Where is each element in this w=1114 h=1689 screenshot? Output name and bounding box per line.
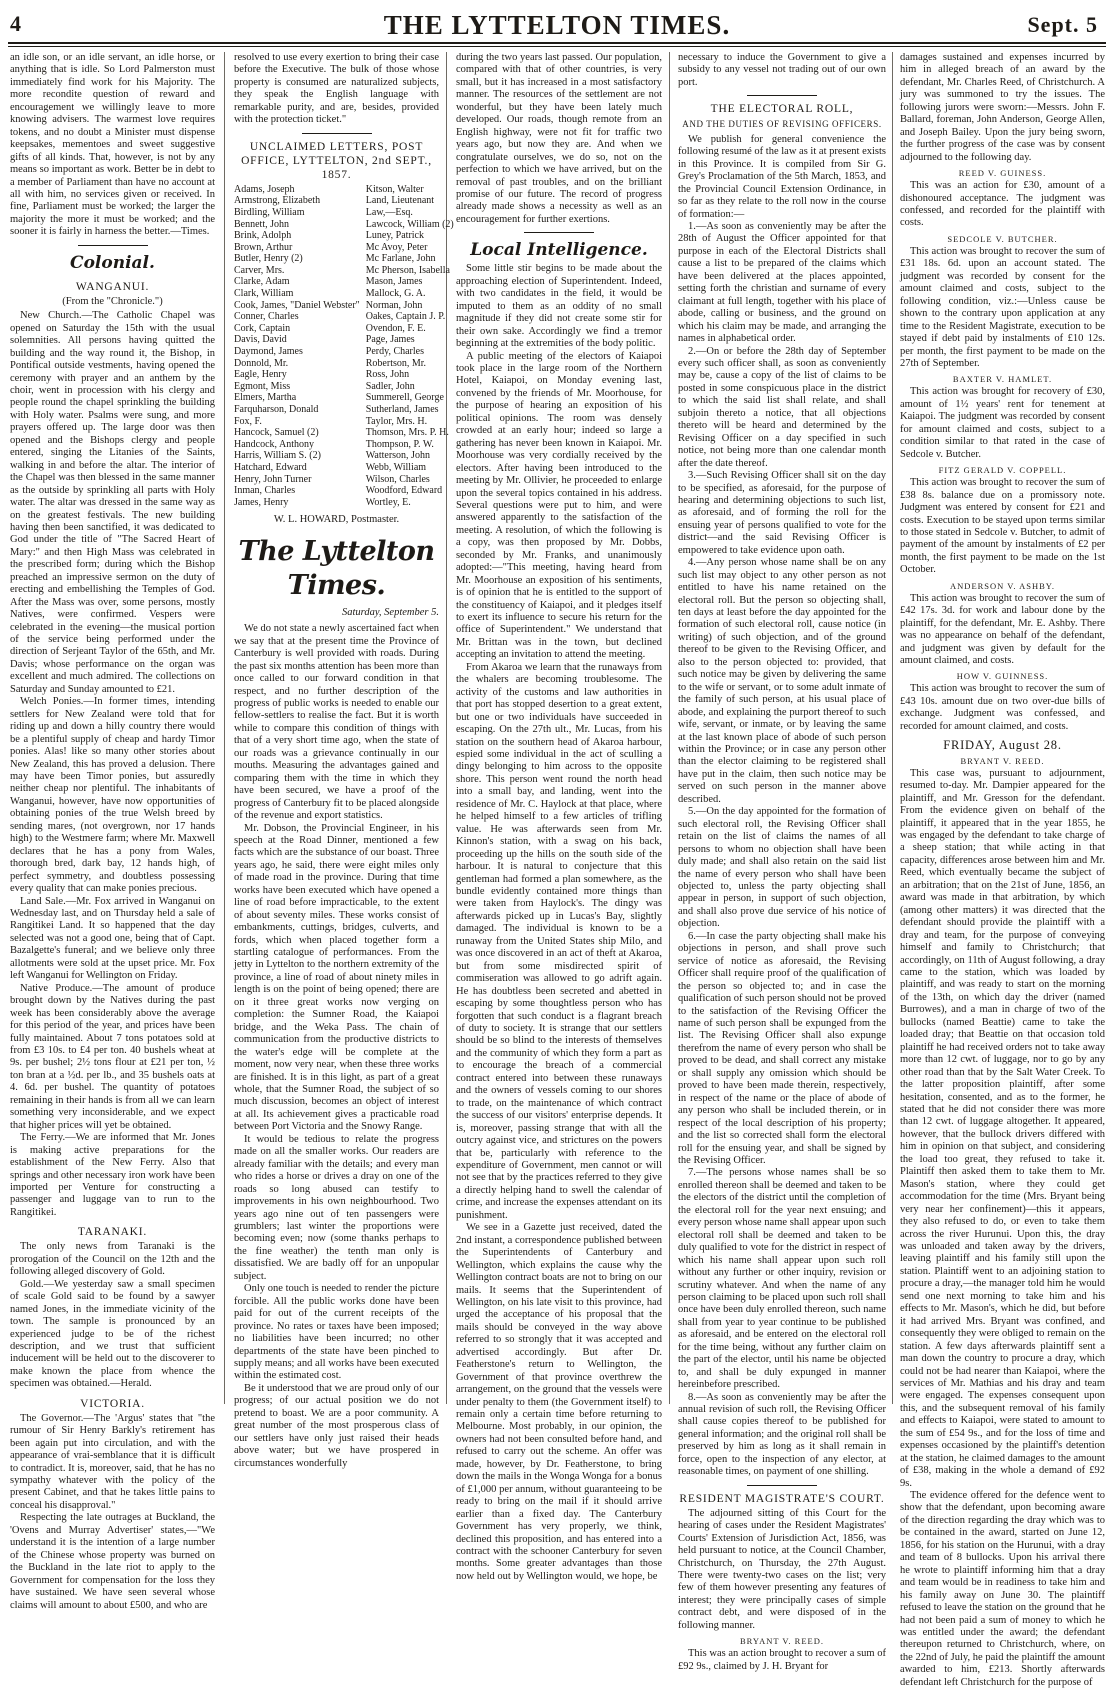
unclaimed-letters-heading: UNCLAIMED LETTERS, POST OFFICE, LYTTELTON, 2nd SEPT., 1857. — [241, 140, 432, 181]
letter-recipient: James, Henry — [234, 496, 289, 508]
article-paragraph: 4.—Any person whose name shall be on any such list may object to any other person as not entitled to have his name retained on the electoral roll. But the person so objecting shall, ten days at least before the day appointed for the formation of such electoral roll, cause notice (in writing) of such objection, and of the ground thereof to be given to the Revising Officer, and also to the person objected to: provided, that such notice may be given by delivering the same to the wife or servant, or to some adult inmate of the family of such person, at his usual place of abode, and explaining the purport thereof to such wife, servant, or inmate, or by leaving the same at the last known place of abode of such person within the Province; or in case any person other than the elector claiming to be registered shall have put in the claim, then such notice may be served on such person in the manner above described. — [678, 557, 886, 805]
letter-recipient: Land, Lieutenant — [365, 195, 435, 207]
article-paragraph: This action was brought to recover the sum of £42 17s. 3d. for work and labour done by the plaintiff, for the defendant, Mr. E. Ashby. There was no appearance on behalf of the defendant, and judgment was given by default for the amount claimed, and costs. — [900, 592, 1105, 667]
letter-recipient: Page, James — [365, 334, 415, 346]
letter-recipient: Davis, David — [234, 334, 287, 346]
letter-recipient: Mc Pherson, Isabella — [365, 264, 450, 276]
letter-recipient: Cork, Captain — [234, 322, 291, 334]
letter-recipient: Mc Farlane, John — [365, 253, 436, 265]
article-paragraph: Native Produce.—The amount of produce brought down by the Natives during the past week has been considerably above the average for this period of the year, and prices have been fully maintained. About 7 tons potatoes sold at from £3 10s. to £4 per ton. 40 bushels wheat at 9s. per bushel; 2½ tons flour at £21 per ton, ½ ton bran at a ½d. per lb., and 35 bushels oats at 4. 6d. per bushel. The quantity of potatoes remaining in their hands is from all we can learn something very inconsiderable, and we expect that higher prices will yet be obtained. — [10, 982, 215, 1131]
column-divider — [892, 52, 893, 1404]
letter-recipient: Hatchard, Edward — [234, 461, 307, 473]
article-paragraph: This action was brought to recover the sum of £43 10s. amount due on two over-due bills of exchange. Judgment was confessed, and recorded for amount claimed, and costs. — [900, 683, 1105, 732]
case-heading: ANDERSON V. ASHBY. — [950, 580, 1055, 591]
article-paragraph: during the two years last passed. Our population, compared with that of other countries, is very small, but it has increased in a most satisfactory manner. The resources of the settlement are not wonderful, but they have been lately much developed. Our roads, though remote from an English highway, were not fit for traffic two years ago, but now they are. And when we congratulate ourselves, we do so, not on the perfection to which we have arrived, but on the removal of past troubles, and on the brilliant promise of our future. The record of progress already made shows a necessity as well as an encouragement for further exertions. — [456, 52, 662, 225]
article-paragraph: We see in a Gazette just received, dated the 2nd instant, a correspondence published between the Superintendents of Canterbury and Wellington, which explains the cause why the Wellington contract boats are not to bring on our mails. It seems that the Superintendent of Wellington, on his late visit to this province, had urged the acceptance of his proposal that the mails should be conveyed in the way above referred to so strongly that it was accepted and advertised accordingly. But after Dr. Featherstone's return to Wellington, the Government of that province overthrew the arrangement, on the ground that the vessels were under penalty to them (the Government itself) to remain only a certain time before returning to Melbourne. Most probably, in our opinion, the owners had not been consulted before hand, and refused to carry out the scheme. An offer was made, however, by Dr. Featherstone, to bring down the mails in the Wonga Wonga for a bonus of £1,000 per annum, without guaranteeing to be ready to bring on the mail if it should arrive earlier than a fixed day. The Canterbury Government has very properly, we think, declined this proposition, and has entered into a contract with the schooner Canterbury for seven months. Some greater advantages than those now held out by Wellington would, we hope, be — [456, 1222, 662, 1582]
letter-recipient: Cook, James, "Daniel Webster" — [234, 299, 360, 311]
place-heading-taranaki: TARANAKI. — [77, 1226, 148, 1239]
letter-recipient: Adams, Joseph — [234, 183, 295, 195]
article-paragraph: 2.—On or before the 28th day of September every such officer shall, as soon as conveniently may be, cause a copy of the list of claims to be posted in some conspicuous place in the district to which the said list shall relate, and shall subjoin thereto a notice, that all objections thereto will be heard and determined by the Revising Officer on a day specified in such notice, not being more than one calendar month after the date thereof. — [678, 345, 886, 469]
letter-recipient: Kitson, Walter — [365, 183, 424, 195]
letter-recipient: Handcock, Anthony — [234, 438, 314, 450]
article-paragraph: Some little stir begins to be made about the approaching election of Superintendent. Indeed, with two candidates in the field, it would be imputed to them as an oddity of no small magnitude if they did not create some stir for their own sake. Accordingly we find a tremor beginning at the extremities of the body politic. — [456, 263, 662, 350]
article-paragraph: 3.—Such Revising Officer shall sit on the day to be specified, as aforesaid, for the purpose of hearing and determining objections to such list, as aforesaid, and of forming the roll for the ensuing year of persons qualified to vote for the district—and the said Revising Officer is empowered to take evidence upon oath. — [678, 470, 886, 556]
letter-recipient: Hancock, Samuel (2) — [234, 427, 319, 439]
section-rule — [78, 245, 148, 246]
letter-recipient: Armstrong, Elizabeth — [234, 195, 321, 207]
article-paragraph: This case was, pursuant to adjournment, resumed to-day. Mr. Dampier appeared for the plaintiff, and Mr. Gresson for the defendant. From the evidence given on behalf of the plaintiff, it appeared that in the year 1855, he was engaged by the defendant to take charge of a sheep station; that while acting in that capacity, differences arose between him and Mr. Reed, which eventually became the subject of an arbitration; that on the 21st of June, 1856, an award was made in that arbitration, by which (among other matters) it was directed that the defendant should provide the plaintiff with a dray and team, for the purpose of conveying himself and family to Christchurch; that accordingly, on 11th of August following, a dray came to the station, which was loaded by plaintiff, and was ready to start on the morning of the 13th, on which day the driver (named Burrowes), and a man in charge of two of the bullocks (named Beattie) came to take the loaded dray; that Beattie on that occasion told plaintiff he had received orders not to take away more than 12 cwt. of luggage, nor to go by any other road than that by the Salt Water Creek. To the latter proposition plaintiff, after some hesitation, consented, and as to the former, he stated that he did not consider there was more than 12 cwt. of luggage altogether. It appeared, however, that the bullock drivers differed with him in opinion on that subject, and considering the load too great, they refused to take it. Plaintiff then asked them to take them to Mr. Mason's station, where they could get accommodation for the time (Mrs. Bryant being very near her confinement)—this it appears, they also refused to do, or even to take them across the river Hurunui. Upon this, the dray was unloaded and taken away by the drivers, leaving plaintiff and his family still upon the station. Plaintiff went to an adjoining station to procure a dray,—the manager told him he would send one next morning to take him and his effects to Mr. Mason's, which he did, but before it had arrived Mrs. Bryant was confined, and consequently they were obliged to remain on the station. A few days afterwards plaintiff sent a man down the country to procure a dray, which could not be had nearer than Kaiapoi, where the services of Mr. Mathias and his dray and team were engaged. The expenses consequent upon this, and the subsequent removal of his family and effects to Kaiapoi, were stated to amount to the sum of £54 9s., and for the loss of time and expenses occasioned by the plaintiff's detention at the station, he claimed damages to the amount of £38, making in the whole a demand of £92 9s. — [900, 767, 1105, 1489]
letter-recipient: Conner, Charles — [234, 311, 299, 323]
column-divider — [224, 52, 225, 1404]
article-paragraph: This action was brought to recover the sum of £38 8s. balance due on a promissory note. Judgment was entered by consent for £21 and costs. Execution to be stayed upon terms similar to those stated in Sedcole v. Butcher, to admit of payment of the amount by instalments of £2 per month, the first payment to be made on the 1st October. — [900, 477, 1105, 576]
issue-date: Sept. 5 — [1027, 12, 1098, 37]
letter-recipient: Ross, John — [365, 369, 410, 381]
letter-recipient: Oakes, Captain J. P. — [365, 311, 446, 323]
section-heading-colonial: Colonial. — [70, 252, 155, 273]
article-paragraph: This action was brought to recover the sum of £31 18s. 6d. upon an account stated. The judgment was recorded by consent for the amount claimed and costs, subject to the following condition, viz.:—Unless cause be shown to the contrary upon application at any time to the Resident Magistrate, execution to be stayed if debt paid by instalments of £10 12s. per month, the first payment to be made on the 27th of September. — [900, 245, 1105, 369]
article-paragraph: Respecting the late outrages at Buckland, the 'Ovens and Murray Advertiser' states,—"We understand it is the intention of a large number of the Chinese whose property was burned on the Buckland in the late riot to apply to the Government for compensation for the loss they have sustained. We have seen several whose claims will amount to about £500, and who are — [10, 1512, 215, 1611]
section-heading-local: Local Intelligence. — [470, 240, 648, 261]
article-paragraph: 1.—As soon as conveniently may be after the 28th of August the Officer appointed for that purpose in each of the Electoral Districts shall cause a list to be prepared of the claims which have been delivered at the places appointed, setting forth the christian and surname of every claimant at full length, together with his place of abode, calling or business, and the ground on which his claim may be made, and arranging the names in alphabetical order. — [678, 220, 886, 345]
letter-recipient: Mason, James — [365, 276, 423, 288]
article-paragraph: resolved to use every exertion to bring their case before the Executive. The bulk of those whose property is consumed are naturalized subjects, they speak the English language with remarkable purity, and are, besides, provided with the protection ticket." — [234, 52, 439, 126]
column-divider — [669, 52, 670, 1404]
article-paragraph: 7.—The persons whose names shall be so enrolled thereon shall be deemed and taken to be the electors of the district until the completion of the electoral roll for the year next ensuing; and every person whose name shall appear upon such electoral roll shall be deemed and taken to be duly qualified to vote for the district in respect of which his name shall appear upon such roll without any further or other inquiry, revision or scrutiny whatever. And when the name of any person claiming to be placed upon such roll shall once have been duly enrolled thereon, such name shall from year to year continue to be published as aforesaid, and be entered on the electoral roll for the time being, without any further claim on the part of the elector, until his name be objected to, and shall be duly expunged in manner hereinbefore prescribed. — [678, 1167, 886, 1391]
article-paragraph: The Ferry.—We are informed that Mr. Jones is making active preparations for the establishment of the New Ferry. Also that springs and other necessary iron work have been imported per Venture for constructing a passenger and luggage van to run to the Rangitikei. — [10, 1132, 215, 1218]
letter-recipient: Watterson, John — [365, 450, 430, 462]
article-paragraph: This was an action brought to recover a sum of £92 9s., claimed by J. H. Bryant for — [678, 1648, 886, 1672]
letter-recipient: Inman, Charles — [234, 485, 296, 497]
column-1 — [10, 52, 215, 1611]
letter-recipient: Clark, William — [234, 288, 294, 300]
letter-recipient: Law,—Esq. — [365, 206, 413, 218]
letter-recipient: Sutherland, James — [365, 404, 439, 415]
article-paragraph: necessary to induce the Government to give a subsidy to any vessel not trading out of our own port. — [678, 52, 886, 88]
letter-recipient: Henry, John Turner — [234, 473, 312, 485]
letter-recipient: Elmers, Martha — [234, 392, 297, 404]
article-paragraph: The only news from Taranaki is the prorogation of the Council on the 12th and the following alleged discovery of Gold. — [10, 1241, 215, 1278]
letter-recipient: Sadler, John — [365, 380, 415, 392]
article-paragraph: The evidence offered for the defence went to show that the defendant, upon becoming aware of the direction regarding the dray which was to be contained in the award, started on June 12, 1856, for his station on the Hurunui, with a dray and team of 8 bullocks. Upon his arrival there he wrote to plaintiff informing him that a dray and team would be in readiness to take him and his family away on June 30. The plaintiff refused to leave the station on the ground that he had not been paid a sum of money to which he was entitled under the award; the defendant thereupon returned to Christchurch, where, on the 22nd of July, he paid the plaintiff the amount awarded to him, £213. Shortly afterwards defendant left Christchurch for the purpose of — [900, 1490, 1105, 1688]
letter-recipient: Eagle, Henry — [234, 369, 287, 381]
letter-recipient: Thomson, Mrs. P. H. — [365, 427, 449, 439]
column-5 — [900, 52, 1105, 1688]
letter-recipient: Butler, Henry (2) — [234, 253, 303, 265]
section-rule — [747, 1485, 817, 1486]
article-paragraph: We publish for general convenience the following resumé of the law as it at present exists in this Province. It is compiled from Sir G. Grey's Proclamation of the 5th March, 1853, and the Provincial Council Extension Ordinance, in so far as they relate to the roll now in the course of formation:— — [678, 133, 886, 220]
postmaster-signature: W. L. HOWARD, Postmaster. — [273, 514, 400, 526]
letter-recipient: Fox, F. — [234, 415, 262, 427]
section-rule — [524, 232, 594, 233]
article-paragraph: This action was brought for recovery of £30, amount of 1½ years' rent for tenement at Kaiapoi. The judgment was recorded by consent for amount claimed and costs, subject to a condition similar to that rated in the case of Sedcole v. Butcher. — [900, 386, 1105, 460]
letter-recipient: Mallock, G. A. — [365, 288, 426, 300]
column-2 — [234, 52, 454, 1469]
letter-recipient: Wilson, Charles — [365, 473, 430, 485]
article-paragraph: Land Sale.—Mr. Fox arrived in Wanganui on Wednesday last, and on Thursday held a sale of Rangitikei Land. It so happened that the day selected was not a good one, being that of Capt. Bazalgette's funeral; and we believe only three allotments were sold at the upset price. Mr. Fox left Wanganui for Wellington on Friday. — [10, 895, 215, 982]
section-rule — [302, 133, 372, 134]
case-heading: SEDCOLE V. BUTCHER. — [947, 233, 1058, 244]
editorial-title: The Lyttelton Times. — [238, 535, 435, 601]
letter-recipient: Thompson, P. W. — [365, 438, 434, 450]
article-paragraph: 5.—On the day appointed for the formation of such electoral roll, the Revising Officer shall retain on the list of claims the names of all persons to whom no objection shall have been duly made; and shall also retain on the said list the name of every person who shall have been objected to, unless the party objecting shall appear in person, in support of such objection, and shall also prove due service of his notice of objection. — [678, 806, 886, 930]
article-paragraph: The adjourned sitting of this Court for the hearing of cases under the Resident Magistrates' Courts' Extension of Jurisdiction Act, 1856, was held pursuant to notice, at the Council Chamber, Christchurch, on Thursday, the 27th August. There were twenty-two cases on the list; very few of them however presenting any features of interest; they were principally cases of simple contract debt, and were disposed of in the following manner. — [678, 1507, 886, 1631]
article-paragraph: New Church.—The Catholic Chapel was opened on Saturday the 15th with the usual solemnities. All persons having quitted the building and the way round it, the Bishop, in Pontifical outside vestments, having opened the ceremony with prayer and an anthem by the choir, went in procession with his clergy and people round the chapel sprinkling the building with Holy water. Psalms were sung, and more prayers offered up. The large door was then opened and the Bishops clergy and people entered, singing the Litanies of the Saints, walking in and before the altar. The interior of the Chapel was then blessed in the same manner as the outside by sprinkling all parts with Holy water. The altar was dressed in the same way as on the greatest festivals. The new building having then been sanctified, it was dedicated to God under the title of "The Sacred Heart of Mary:" and then High Mass was celebrated in the prescribed form; during which the Bishop preached an impressive sermon on the duty of erecting and embellishing the Temples of God. After the Mass was over, some persons, mostly Natives, were confirmed. Vespers were celebrated in the evening—the musical portion of the service being performed under the direction of Serjeant Taylor of the 65th, and Mr. Davis; whose performance on the organ was excellent and much admired. The collections on Saturday and Sunday amounted to £21. — [10, 310, 215, 695]
newspaper-title: THE LYTTELTON TIMES. — [383, 10, 731, 40]
article-paragraph: Only one touch is needed to render the picture forcible. All the public works done have been paid for out of the current receipts of the province. No rates or taxes have been imposed; no liabilities have been incurred; no other departments of the state have been pinched to supply means; and all works have been executed within the estimated cost. — [234, 1283, 439, 1382]
case-heading: BAXTER V. HAMLET. — [952, 374, 1053, 385]
column-3 — [456, 52, 662, 1582]
article-paragraph: an idle son, or an idle servant, an idle horse, or anything that is idle. So Lord Palmerston must immediately find work for his Majority. The more recondite question of reward and encouragement we willingly leave to more knowing advisers. The warmest love requires tokens, and no doubt a Minister must dispense keepsakes, mementoes and sweet suggestive gifts of all kinds. That, however, is not by any means so important as work. Better be in debt to a member of Parliament than have no account at all with him, no services given or received. In fine, Parliament must be worked; the larger the majority the more it must be worked; and the sooner it is fairly in harness the better.—Times. — [10, 52, 215, 238]
letter-recipient: Robertson, Mr. — [365, 357, 427, 369]
letter-recipient: Wortley, E. — [365, 496, 411, 508]
section-rule — [747, 95, 817, 96]
source-line: (From the "Chronicle.") — [62, 295, 163, 307]
article-paragraph: This was an action for £30, amount of a dishonoured acceptance. The judgment was confessed, and recorded for the plaintiff with costs. — [900, 180, 1105, 229]
letter-recipient: Brown, Arthur — [234, 241, 293, 253]
letter-recipient: Birdling, William — [234, 206, 305, 218]
letter-recipient: Brink, Adolph — [234, 230, 292, 242]
letter-recipient: Summerell, George — [365, 392, 444, 404]
letter-recipient: Taylor, Mrs. H. — [365, 415, 428, 427]
article-paragraph: damages sustained and expenses incurred by him in alleged breach of an award by the defendant, Mr. Charles Reed, of Christchurch. A jury was summoned to try the issues. The following jurors were sworn:—Messrs. John F. Ballard, foreman, John Anderson, George Allen, and Joseph Bailey. Upon the jury being sworn, the further progress of the case was by consent adjourned to the following day. — [900, 52, 1105, 163]
article-paragraph: A public meeting of the electors of Kaiapoi took place in the large room of the Northern Hotel, Kaiapoi, on Monday evening last, convened by the friends of Mr. Moorhouse, for the purpose of hearing an exposition of his political opinions. The room was densely crowded at an early hour; indeed so large a gathering has never been known in Kaiapoi. Mr. Moorhouse was very cordially received by the electors. After having been introduced to the meeting by Mr. Ollivier, he proceeded to enlarge upon the several topics contained in his address. Several questions were put to him, and were answered apparently to the satisfaction of the meeting. A resolution, of which the following is a copy, was then proposed by Mr. Dobbs, seconded by Mr. Franks, and unanimously adopted:—"This meeting, having heard from Mr. Moorhouse an exposition of his sentiments, is of opinion that he is entitled to the support of the constituency of Kaiapoi, and it pledges itself to exert its influence to secure his return for the office of Superintendent." We understand that Mr. Brittan was in the town, but declined accepting an invitation to attend the meeting. — [456, 350, 662, 661]
case-heading: REED V. GUINESS. — [958, 168, 1047, 179]
article-paragraph: Mr. Dobson, the Provincial Engineer, in his speech at the Road Dinner, mentioned a few facts which are the substance of our boast. Three years ago, he said, there were eight miles only of made road in the province. During that time works have been executed which have opened a line of road before impracticable, to the extent of about seventy miles. These works consist of embankments, cuttings, bridges, culverts, and fords, which when placed together form a startling catalogue of performances. From the jetty in Lyttelton to the northern extremity of the province, a line of road of about ninety miles in length is on the point of being opened; there are on it three great works now verging on completion: the Sumner Road, the Kaiapoi bridge, and the Weka Pass. The chain of communication from the productive districts to the water's edge will be complete at the moment, now very near, when these three works are finished. It is in this light, as part of a great whole, that the Sumner Road, the subject of so much discussion, becomes an object of interest at all. Its achievement gives a practicable road between Port Victoria and the Snowy Range. — [234, 822, 439, 1133]
article-paragraph: From Akaroa we learn that the runaways from the whalers are becoming troublesome. The activity of the customs and law authorities in that port has stopped desertion to a great extent, but one or two individuals have succeeded in escaping. On the 27th ult., Mr. Lucas, from his station on the southern head of Akaroa harbour, espied some individual in the act of sculling a dingy belonging to him across to the opposite shore. This person went round the north head into a small bay, and landing, went into the residence of Mr. C. Haylock at that place, where he helped himself to a few articles of trifling value. He was afterwards seen from Mr. Kinnon's station, with a swag on his back, proceeding up the hills on the south side of the harbour. It is natural to conjecture that this gentleman had formed a plan somewhere, as the bundle evidently contained more things than were taken from Haylock's. The dingy was afterwards picked up in Lucas's Bay, slightly damaged. The individual is known to be a runaway from the United States ship Milo, and was once discovered in an act of theft at Akaroa, but from some misdirected spirit of commiseration was allowed to go adrift again. He has doubtless been secreted and abetted in escaping by some thoughtless person who has forgotten that such conduct is a flagrant breach of duty to society. It is strange that our settlers should be so blind to the interests of themselves and the community of which they form a part as to encourage the breach of a commercial contract entered into between these runaways and the owners of vessels coming to our shores to trade, on the maintenance of which contract the success of our visitors' enterprise depends. It is, moreover, passing strange that with all the outcry against vice, and strictures on the powers that be, particularly with reference to the expenditure of Government, men cannot or will not see that by the practices referred to they give a directly helping hand to swell the calendar of crime, and increase the expenses attendant on its punishment. — [456, 661, 662, 1221]
place-heading-wanganui: WANGANUI. — [75, 280, 150, 293]
letter-recipient: Egmont, Miss — [234, 380, 291, 392]
letter-recipient: Clarke, Adam — [234, 276, 290, 288]
letter-recipient: Perdy, Charles — [365, 346, 424, 358]
letter-recipient: Norman, John — [365, 299, 423, 311]
article-paragraph: 8.—As soon as conveniently may be after the annual revision of such roll, the Revising Officer shall cause copies thereof to be published for general information; and the original roll shall be preserved by him as long as it shall remain in force, open to the inspection of any elector, at reasonable times, on payment of one shilling. — [678, 1391, 886, 1478]
article-paragraph: It would be tedious to relate the progress made on all the smaller works. Our readers are already familiar with the details; and every man who rides a horse or drives a dray on one of the roads so long abused can testify to improvements in his own neighbourhood. Two years ago nine out of ten passengers were grumblers; last winter the proportions were becoming even; now (some thanks perhaps to the fine weather) the tenth man only is dissatisfied. We are badly off for an unpopular subject. — [234, 1133, 439, 1282]
case-heading: BRYANT V. REED. — [740, 1636, 824, 1647]
article-paragraph: We do not state a newly ascertained fact when we say that at the present time the Province of Canterbury is well provided with roads. During the past six months attention has been more than once called to our forward condition in that respect, and no further description of the progress of public works is needed to enable our fellow-settlers to realise the fact. But it is worth while to compare this condition of things with that of a very short time ago, when the state of our roads was a grievance continually in our mouths. Measuring the advantages gained and comparing them with the time in which they have been secured, we have a proof of the progress of Canterbury fit to be placed alongside of the revenue and export statistics. — [234, 623, 439, 822]
letter-recipient: Carver, Mrs. — [234, 264, 285, 276]
case-heading: BRYANT V. REED. — [960, 755, 1045, 766]
article-paragraph: Welch Ponies.—In former times, intending settlers for New Zealand were told that for riding up and down a hilly country there would be a plentiful supply of cheap and hardy Timor ponies. Alas! like so many other stories about New Zealand, this has proved a delusion. There may have been Timor ponies, but assuredly neither cheap nor plentiful. The inhabitants of Wanganui, however, have now opportunities of obtaining ponies of the true Welsh breed by sending mares, (not overgrown, nor 17 hands high) to the Westmere farm; where Mr. Maxwell declares that he has a pony from Wales, thorough bred, dark bay, 12 hands high, of perfect symmetry, and doubtless possessing every quality that can make ponies precious. — [10, 696, 215, 895]
page-number: 4 — [10, 11, 21, 36]
electoral-roll-heading: THE ELECTORAL ROLL, — [710, 103, 854, 116]
letter-recipient: Daymond, James — [234, 346, 303, 358]
case-heading: FITZ GERALD V. COPPELL. — [938, 465, 1067, 476]
letter-recipient: Mc Avoy, Peter — [365, 241, 428, 253]
friday-heading: FRIDAY, August 28. — [943, 738, 1062, 753]
article-paragraph: The Governor.—The 'Argus' states that "the rumour of Sir Henry Barkly's retirement has been again put into circulation, and with the appearance of vrai-semblance that it is difficult to contradict. It is, moreover, said, that he has no sympathy whatever with the policy of the present Cabinet, and that he takes little pains to conceal his disapproval." — [10, 1412, 215, 1511]
letter-recipient: Lawcock, William (2) — [365, 218, 454, 230]
electoral-roll-subheading: AND THE DUTIES OF REVISING OFFICERS. — [682, 119, 882, 130]
case-heading: HOW V. GUINNESS. — [956, 671, 1049, 682]
court-heading: RESIDENT MAGISTRATE'S COURT. — [679, 1492, 885, 1505]
letter-recipient: Donnold, Mr. — [234, 357, 289, 369]
unclaimed-letters-list — [234, 183, 454, 509]
letter-recipient: Farquharson, Donald — [234, 404, 319, 415]
column-4 — [678, 52, 886, 1672]
masthead-rule — [8, 42, 1106, 44]
letter-recipient: Harris, William S. (2) — [234, 450, 321, 462]
letter-recipient: Woodford, Edward — [365, 485, 443, 497]
article-paragraph: 6.—In case the party objecting shall make his objections in person, and shall prove such service of notice as aforesaid, the Revising Officer shall require proof of the qualification of the person so objected to; and in case the qualification of such person should not be proved to the satisfaction of the Revising Officer the name of such person shall be expunged from the list. The Revising Officer shall also expunge therefrom the name of every person who shall be proved to be dead, and shall correct any mistake or shall supply any omission which should be proved to have been made therein, respectively, in respect of the name or the place of abode of any person who shall be included therein, or in respect of the local description of his property; and the list so corrected shall form the electoral roll for the ensuing year, and shall be signed by the Revising Officer. — [678, 930, 886, 1166]
letter-recipient: Ovendon, F. E. — [365, 322, 426, 334]
letter-recipient: Bennett, John — [234, 218, 289, 230]
article-paragraph: Be it understood that we are proud only of our progress; of our actual position we do not pretend to boast. We are a poor community. A great number of the most prosperous class of our settlers have only just raised their heads above water; but we have prospered in circumstances wonderfully — [234, 1382, 439, 1469]
place-heading-victoria: VICTORIA. — [80, 1397, 145, 1410]
masthead-rule-thin — [8, 46, 1106, 47]
letter-recipient: Webb, William — [365, 461, 427, 473]
article-paragraph: Gold.—We yesterday saw a small specimen of scale Gold said to be found by a sawyer named Jones, in the immediate vicinity of the town. The sample is pronounced by an experienced judge to be of the richest description, and we trust that sufficient inducement will be held out to the discoverer to make known the place from whence the specimen was obtained.—Herald. — [10, 1278, 215, 1390]
editorial-dateline: Saturday, September 5. — [341, 606, 439, 618]
letter-recipient: Luney, Patrick — [365, 230, 424, 242]
